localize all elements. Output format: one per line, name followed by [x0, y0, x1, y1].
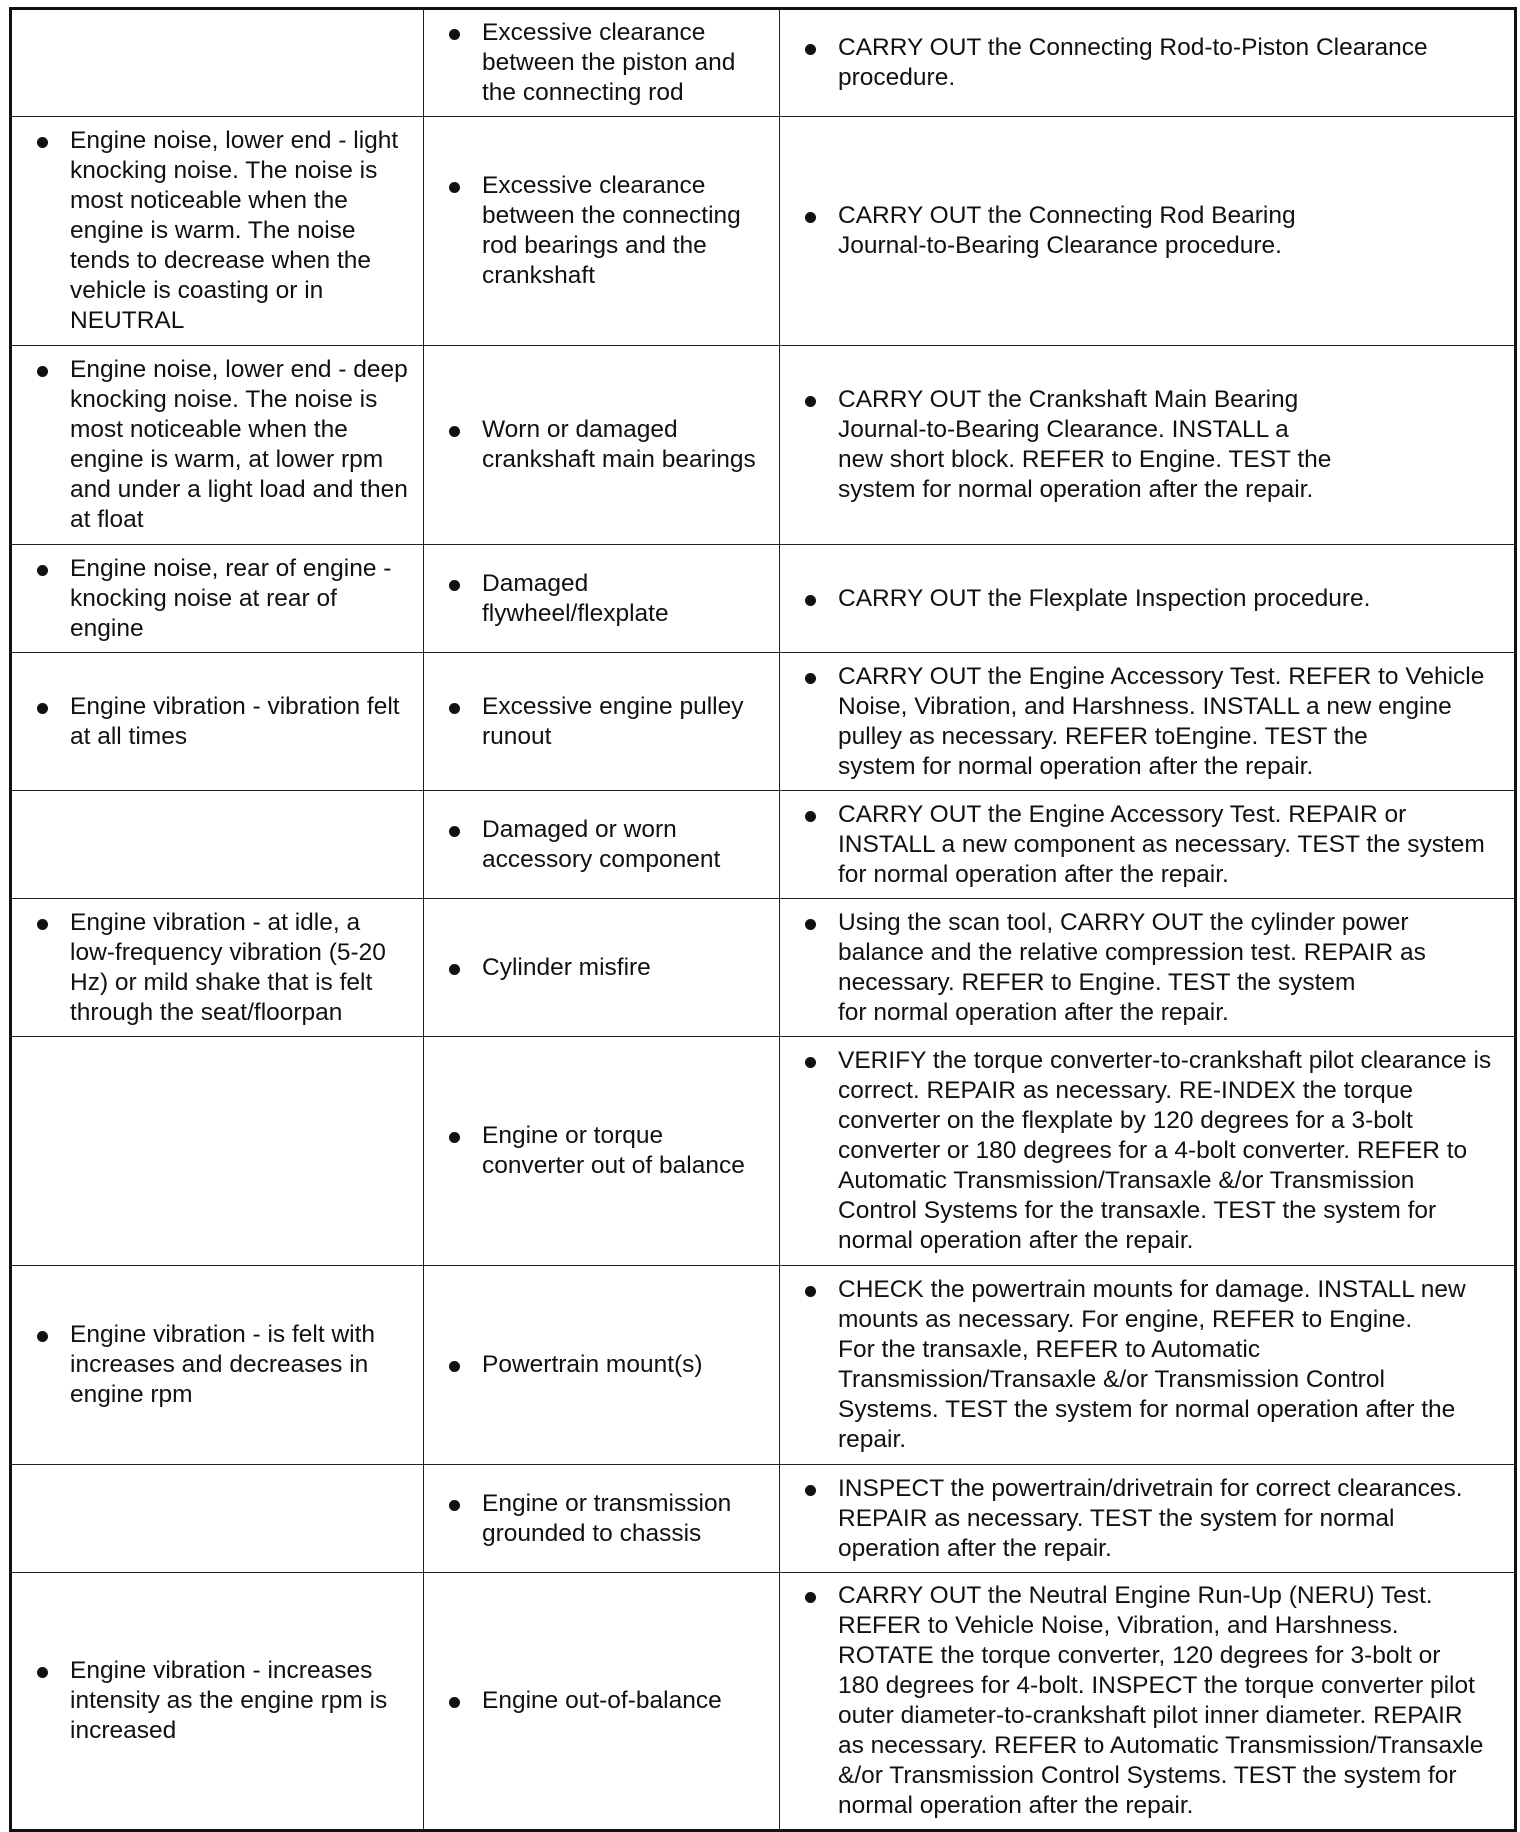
symptom-text: Engine noise, lower end - deep knocking noise. The noise is most noticeable when the engine is warm, at lower rpm and under a light load and then at float [70, 356, 408, 533]
symptom-cell [11, 899, 424, 1037]
action-cell [780, 346, 1516, 545]
cause-text: Engine or transmission grounded to chassis [482, 1489, 732, 1547]
symptom-cell [11, 9, 424, 117]
cause-cell [424, 1465, 780, 1573]
symptom-item [37, 355, 419, 535]
action-text: CARRY OUT the Connecting Rod Bearing Journal-to-Bearing Clearance procedure. [838, 202, 1296, 259]
cause-text: Damaged or worn accessory component [482, 815, 721, 873]
cause-cell [424, 9, 780, 117]
symptom-item [37, 126, 419, 336]
table-row [11, 117, 1516, 346]
action-cell [780, 545, 1516, 653]
cause-cell [424, 1037, 780, 1266]
symptom-item [37, 554, 419, 644]
cause-item [449, 1121, 775, 1181]
action-cell [780, 117, 1516, 346]
action-cell [780, 791, 1516, 899]
action-cell [780, 1266, 1516, 1465]
symptom-text: Engine noise, rear of engine - knocking noise at rear of engine [70, 554, 392, 642]
symptom-cell [11, 117, 424, 346]
cause-item [449, 953, 775, 983]
cause-cell [424, 545, 780, 653]
cause-item [449, 1686, 775, 1716]
action-item [805, 1046, 1510, 1256]
symptom-cell [11, 1266, 424, 1465]
symptom-text: Engine vibration - at idle, a low-frequency vibration (5-20 Hz) or mild shake that is felt through the seat/floorpan [70, 908, 386, 1026]
action-text: CARRY OUT the Flexplate Inspection procedure. [838, 584, 1371, 612]
cause-item [449, 18, 775, 108]
cause-item [449, 692, 775, 752]
symptom-cell [11, 653, 424, 791]
cause-cell [424, 1266, 780, 1465]
table-row [11, 653, 1516, 791]
cause-item [449, 171, 775, 291]
table-row [11, 1465, 1516, 1573]
symptom-text: Engine vibration - vibration felt at all times [70, 692, 400, 750]
action-text: CARRY OUT the Connecting Rod-to-Piston Clearance procedure. [838, 34, 1428, 91]
table-row [11, 1573, 1516, 1831]
table-row [11, 9, 1516, 117]
table-row [11, 346, 1516, 545]
action-cell [780, 899, 1516, 1037]
action-item [805, 800, 1510, 890]
cause-cell [424, 899, 780, 1037]
action-cell [780, 1573, 1516, 1831]
cause-cell [424, 791, 780, 899]
action-text: VERIFY the torque converter-to-crankshaft pilot clearance is correct. REPAIR as necessary. RE-INDEX the torque converter on the flexplate by 120 degrees for a 3-bolt converter or 180 degrees for a 4-bolt converter. REFER to Automatic Transmission/Transaxle &/or Transmission Control Systems for the transaxle. TEST the system for normal operation after the repair. [838, 1047, 1492, 1254]
action-item [805, 33, 1510, 93]
action-item [805, 662, 1510, 782]
symptom-cell [11, 1465, 424, 1573]
action-text: CARRY OUT the Engine Accessory Test. REPAIR or INSTALL a new component as necessary. TEST the system for normal operation after the repair. [838, 800, 1485, 888]
cause-text: Engine out-of-balance [482, 1687, 722, 1714]
cause-text: Damaged flywheel/flexplate [482, 569, 669, 627]
symptom-text: Engine vibration - increases intensity as the engine rpm is increased [70, 1657, 388, 1744]
symptom-item [37, 1656, 419, 1746]
action-item [805, 385, 1510, 505]
action-text: INSPECT the powertrain/drivetrain for correct clearances. REPAIR as necessary. TEST the system for normal operation after the repair. [838, 1474, 1463, 1562]
cause-cell [424, 1573, 780, 1831]
action-text: CHECK the powertrain mounts for damage. INSTALL new mounts as necessary. For engine, REFER to Engine. For the transaxle, REFER to Automatic Transmission/Transaxle &/or Transmission Control Systems. TEST the system for normal operation after the repair. [838, 1276, 1466, 1453]
action-cell [780, 1037, 1516, 1266]
table-row [11, 1037, 1516, 1266]
cause-item [449, 815, 775, 875]
table-row [11, 899, 1516, 1037]
cause-cell [424, 653, 780, 791]
action-item [805, 201, 1510, 261]
cause-text: Cylinder misfire [482, 953, 651, 981]
cause-text: Excessive engine pulley runout [482, 692, 744, 750]
symptom-cell [11, 1573, 424, 1831]
table-row [11, 791, 1516, 899]
cause-text: Engine or torque converter out of balance [482, 1122, 745, 1179]
symptom-cell [11, 545, 424, 653]
action-item [805, 1581, 1510, 1821]
symptom-cell [11, 346, 424, 545]
symptom-cell [11, 791, 424, 899]
action-text: Using the scan tool, CARRY OUT the cylinder power balance and the relative compression test. REPAIR as necessary. REFER to Engine. TEST the system for normal operation after the repair. [838, 908, 1426, 1026]
symptom-item [37, 1320, 419, 1410]
cause-text: Powertrain mount(s) [482, 1351, 703, 1378]
action-cell [780, 9, 1516, 117]
diagnostic-table [9, 7, 1517, 1832]
action-text: CARRY OUT the Engine Accessory Test. REFER to Vehicle Noise, Vibration, and Harshness. INSTALL a new engine pulley as necessary. REFER toEngine. TEST the system for normal operation after the repair. [838, 662, 1485, 780]
symptom-cell [11, 1037, 424, 1266]
cause-text: Worn or damaged crankshaft main bearings [482, 416, 756, 473]
cause-item [449, 415, 775, 475]
table-row [11, 1266, 1516, 1465]
action-item [805, 1474, 1510, 1564]
action-item [805, 908, 1510, 1028]
symptom-item [37, 908, 419, 1028]
symptom-text: Engine noise, lower end - light knocking noise. The noise is most noticeable when the engine is warm. The noise tends to decrease when the vehicle is coasting or in NEUTRAL [70, 127, 399, 334]
cause-cell [424, 346, 780, 545]
cause-text: Excessive clearance between the piston and the connecting rod [482, 19, 736, 106]
symptom-item [37, 692, 419, 752]
cause-text: Excessive clearance between the connecting rod bearings and the crankshaft [482, 172, 741, 289]
action-item [805, 1275, 1510, 1455]
action-item [805, 584, 1510, 614]
symptom-text: Engine vibration - is felt with increases and decreases in engine rpm [70, 1321, 376, 1408]
cause-item [449, 569, 775, 629]
cause-item [449, 1350, 775, 1380]
action-cell [780, 1465, 1516, 1573]
cause-item [449, 1489, 775, 1549]
table-row [11, 545, 1516, 653]
cause-cell [424, 117, 780, 346]
action-text: CARRY OUT the Crankshaft Main Bearing Journal-to-Bearing Clearance. INSTALL a new short block. REFER to Engine. TEST the system for normal operation after the repair. [838, 386, 1332, 503]
action-cell [780, 653, 1516, 791]
action-text: CARRY OUT the Neutral Engine Run-Up (NERU) Test. REFER to Vehicle Noise, Vibration, and Harshness. ROTATE the torque converter, 120 degrees for 3-bolt or 180 degrees for 4-bolt. INSPECT the torque converter pilot outer diameter-to-crankshaft pilot inner diameter. REPAIR as necessary. REFER to Automatic Transmission/Transaxle &/or Transmission Control Systems. TEST the system for normal operation after the repair. [838, 1582, 1484, 1819]
